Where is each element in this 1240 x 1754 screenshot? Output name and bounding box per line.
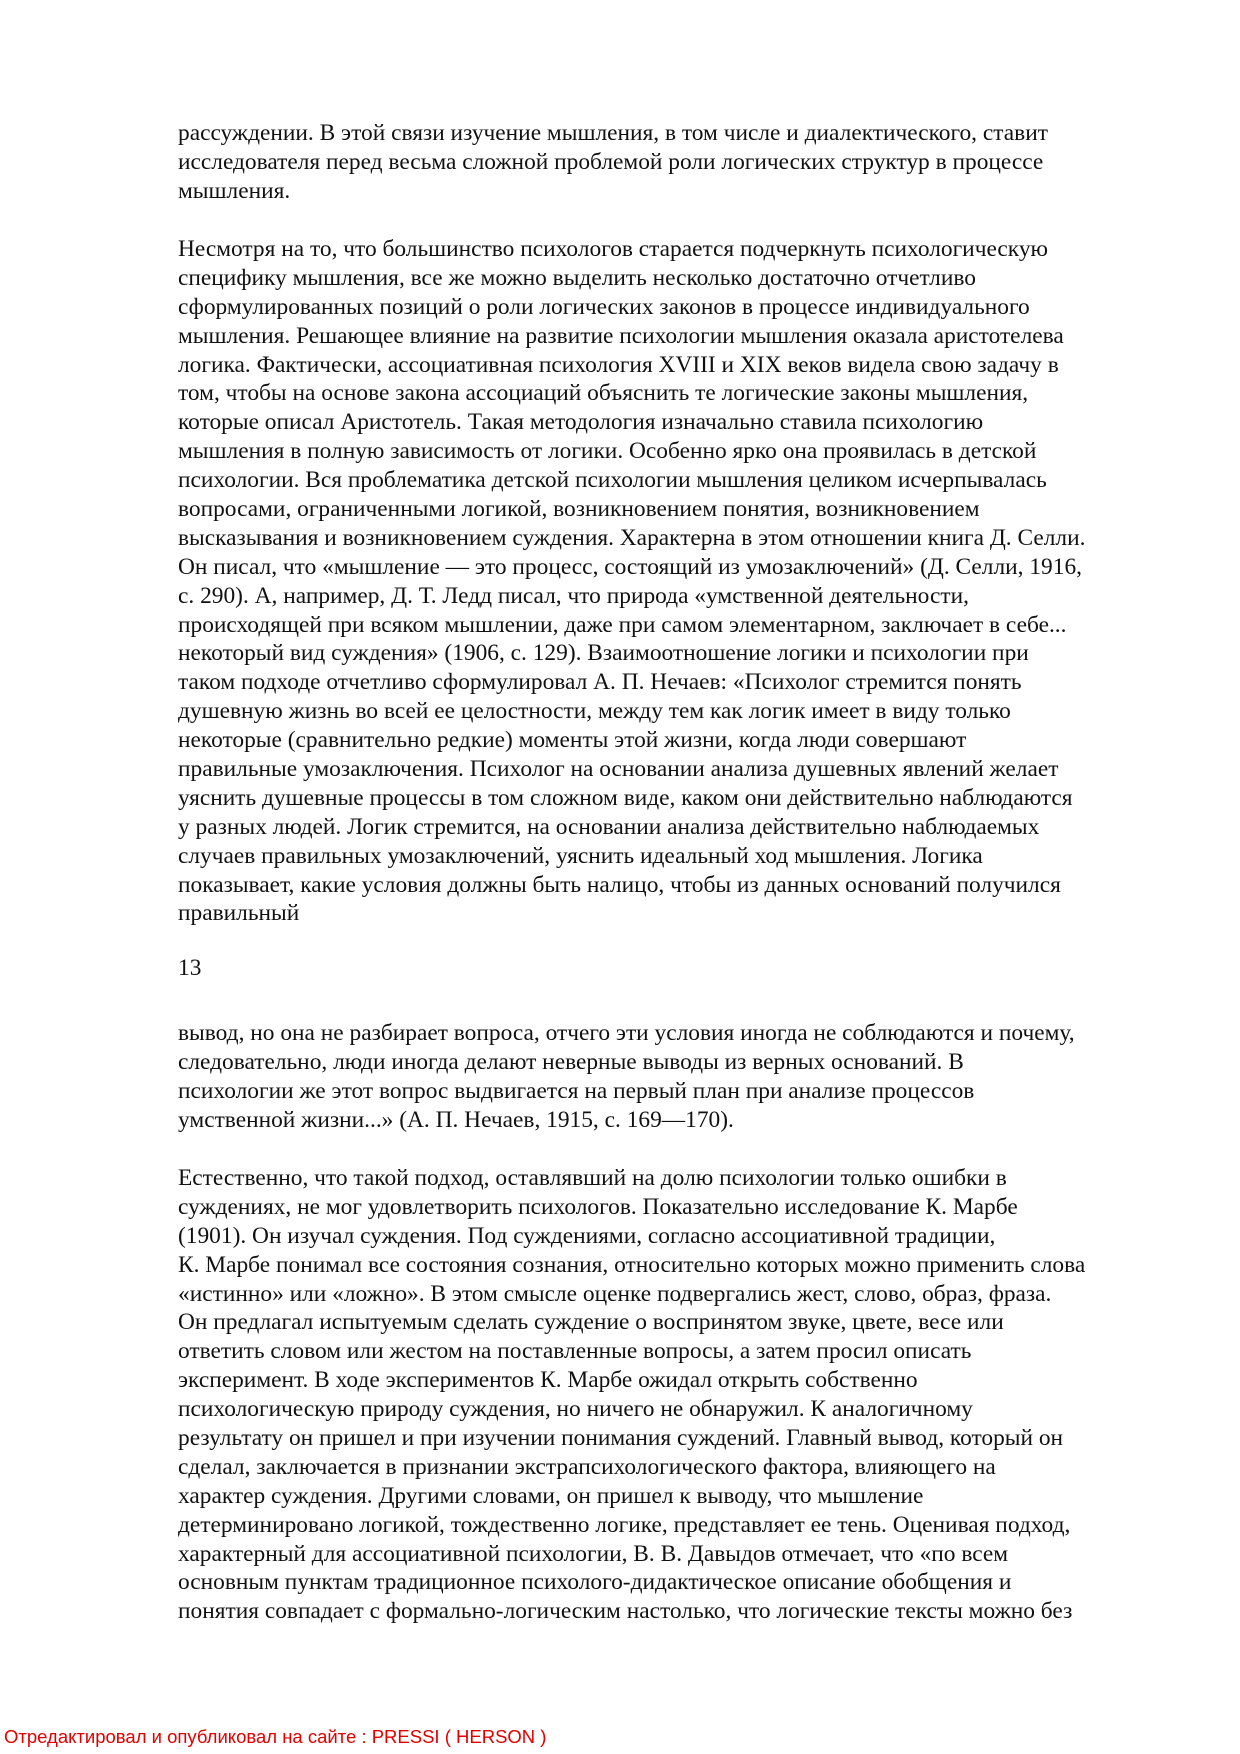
text-line: суждениях, не мог удовлетворить психологов. Показательно исследование К. Марбе (178, 1193, 1018, 1220)
text-line: умственной жизни...» (А. П. Нечаев, 1915, с. 169—170). (178, 1106, 734, 1133)
text-line: Он писал, что «мышление — это процесс, состоящий из умозаключений» (Д. Селли, 1916, (178, 553, 1082, 580)
text-line: специфику мышления, все же можно выделить несколько достаточно отчетливо (178, 264, 976, 291)
paragraph-3 (178, 1019, 1168, 1135)
text-line: мышления. (178, 177, 291, 204)
page-number: 13 (178, 955, 202, 981)
text-line: эксперимент. В ходе экспериментов К. Марбе ожидал открыть собственно (178, 1367, 918, 1394)
text-line: понятия совпадает с формально-логическим настолько, что логические тексты можно без (178, 1598, 1073, 1625)
text-line: Он предлагал испытуемым сделать суждение о воспринятом звуке, цвете, весе или (178, 1309, 1004, 1336)
text-line: правильные умозаключения. Психолог на основании анализа душевных явлений желает (178, 756, 1059, 783)
text-line: психологическую природу суждения, но ничего не обнаружил. К аналогичному (178, 1396, 973, 1423)
text-line: исследователя перед весьма сложной проблемой роли логических структур в процессе (178, 148, 1044, 175)
text-line: К. Марбе понимал все состояния сознания, относительно которых можно применить слова (178, 1251, 1086, 1278)
text-line: случаев правильных умозаключений, уяснить идеальный ход мышления. Логика (178, 842, 983, 869)
text-line: характер суждения. Другими словами, он пришел к выводу, что мышление (178, 1482, 924, 1509)
text-line: душевную жизнь во всей ее целостности, между тем как логик имеет в виду только (178, 698, 1011, 725)
text-line: следовательно, люди иногда делают неверные выводы из верных оснований. В (178, 1048, 964, 1075)
text-line: высказывания и возникновением суждения. Характерна в этом отношении книга Д. Селли. (178, 524, 1086, 551)
text-line: вопросами, ограниченными логикой, возникновением понятия, возникновением (178, 496, 980, 523)
text-line: с. 290). А, например, Д. Т. Ледд писал, что природа «умственной деятельности, (178, 582, 969, 609)
text-line: некоторый вид суждения» (1906, с. 129). Взаимоотношение логики и психологии при (178, 640, 1029, 667)
text-line: Несмотря на то, что большинство психологов старается подчеркнуть психологическую (178, 236, 1049, 262)
text-line: психологии. Вся проблематика детской психологии мышления целиком исчерпывалась (178, 467, 1047, 494)
text-line: происходящей при всяком мышлении, даже при самом элементарном, заключает в себе... (178, 611, 1067, 638)
text-line: (1901). Он изучал суждения. Под суждениями, согласно ассоциативной традиции, (178, 1222, 996, 1249)
text-line: основным пунктам традиционное психолого-дидактическое описание обобщения и (178, 1569, 1012, 1596)
text-line: показывает, какие условия должны быть налицо, чтобы из данных оснований получился (178, 871, 1061, 898)
text-line: логика. Фактически, ассоциативная психология XVIII и XIX веков видела свою задачу в (178, 351, 1059, 378)
text-line: «истинно» или «ложно». В этом смысле оценке подвергались жест, слово, образ, фраза. (178, 1280, 1052, 1307)
paragraph-2 (178, 235, 1168, 928)
text-line: детерминировано логикой, тождественно логике, представляет ее тень. Оценивая подход, (178, 1511, 1071, 1538)
publisher-footer-note: Отредактировал и опубликовал на сайте : PRESSI ( HERSON ) (4, 1726, 547, 1747)
text-line: мышления. Решающее влияние на развитие психологии мышления оказала аристотелева (178, 322, 1064, 349)
text-line: таком подходе отчетливо сформулировал А. П. Нечаев: «Психолог стремится понять (178, 669, 1022, 696)
text-line: ответить словом или жестом на поставленные вопросы, а затем просил описать (178, 1338, 972, 1365)
text-line: рассуждении. В этой связи изучение мышления, в том числе и диалектического, ставит (178, 120, 1048, 146)
text-line: которые описал Аристотель. Такая методология изначально ставила психологию (178, 409, 984, 436)
text-line: результату он пришел и при изучении понимания суждений. Главный вывод, который он (178, 1425, 1064, 1452)
text-line: уяснить душевные процессы в том сложном виде, каком они действительно наблюдаются (178, 784, 1073, 811)
text-line: у разных людей. Логик стремится, на основании анализа действительно наблюдаемых (178, 813, 1040, 840)
text-line: том, чтобы на основе закона ассоциаций объяснить те логические законы мышления, (178, 380, 1029, 407)
paragraph-4 (178, 1164, 1168, 1626)
text-line: правильный (178, 900, 300, 927)
text-line: сформулированных позиций о роли логических законов в процессе индивидуального (178, 293, 1030, 320)
text-line: вывод, но она не разбирает вопроса, отчего эти условия иногда не соблюдаются и почему, (178, 1020, 1075, 1046)
text-line: психологии же этот вопрос выдвигается на первый план при анализе процессов (178, 1077, 975, 1104)
paragraph-1 (178, 119, 1168, 206)
text-line: мышления в полную зависимость от логики. Особенно ярко она проявилась в детской (178, 438, 1037, 465)
text-line: некоторые (сравнительно редкие) моменты этой жизни, когда люди совершают (178, 727, 967, 754)
text-line: сделал, заключается в признании экстрапсихологического фактора, влияющего на (178, 1453, 996, 1480)
text-line: Естественно, что такой подход, оставлявший на долю психологии только ошибки в (178, 1165, 1007, 1191)
text-line: характерный для ассоциативной психологии, В. В. Давыдов отмечает, что «по всем (178, 1540, 1009, 1567)
